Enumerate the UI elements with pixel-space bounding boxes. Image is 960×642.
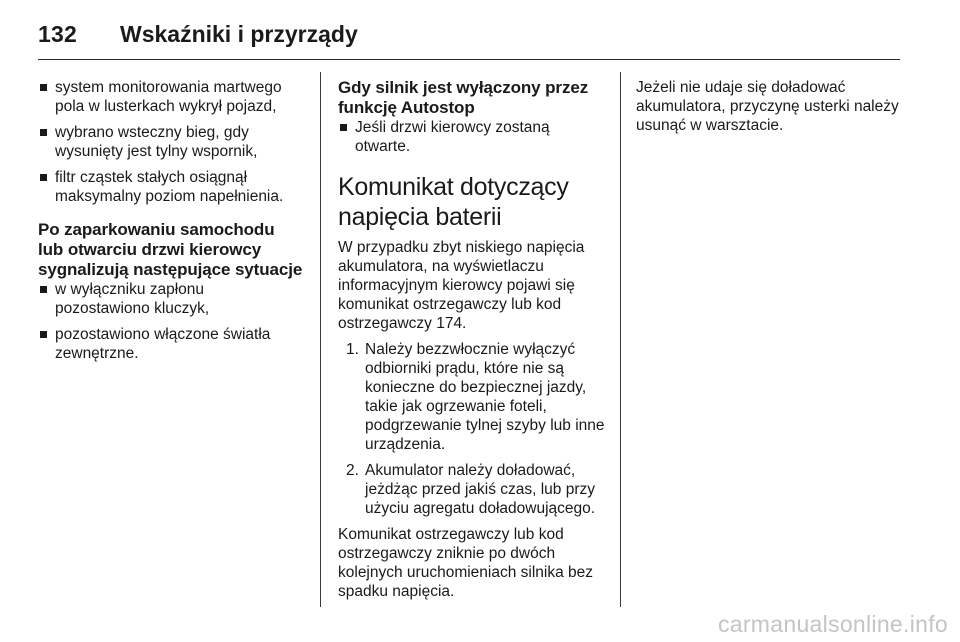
- page-number: 132: [38, 20, 77, 47]
- list-item: [338, 340, 606, 454]
- list-item: system monitorowania martwego pola w lusterkach wykrył pojazd,: [38, 78, 303, 116]
- list-item: [338, 461, 606, 518]
- bullet-list-bottom: [38, 280, 303, 363]
- list-item: pozostawiono włączone światła zewnętrzne.: [38, 325, 303, 363]
- page-header: [38, 14, 900, 54]
- body-paragraph: Jeżeli nie udaje się doładować akumulatora, przyczynę usterki należy usunąć w warsztacie.: [636, 79, 899, 134]
- outro-paragraph: Komunikat ostrzegawczy lub kod ostrzegawczy zniknie po dwóch kolejnych uruchomieniach silnika bez spadku napięcia.: [338, 526, 594, 600]
- numbered-steps: [338, 340, 606, 518]
- column-divider-2: [620, 72, 621, 607]
- list-item: w wyłączniku zapłonu pozostawiono kluczyk,: [38, 280, 303, 318]
- column-2: [338, 78, 606, 601]
- column-divider-1: [320, 72, 321, 607]
- section-subheading: Gdy silnik jest wyłączony przez funkcję Autostop: [338, 78, 589, 117]
- list-item: filtr cząstek stałych osiągnął maksymalny poziom napełnienia.: [38, 168, 303, 206]
- watermark: carmanualsonline.info: [717, 611, 948, 637]
- step-text: Akumulator należy doładować, jeżdżąc przed jakiś czas, lub przy użyciu agregatu doładowującego.: [365, 462, 596, 517]
- section-heading: Komunikat dotyczący napięcia baterii: [338, 173, 569, 231]
- step-text: Należy bezzwłocznie wyłączyć odbiorniki prądu, które nie są konieczne do bezpiecznej jazdy, takie jak ogrzewanie foteli, podgrzewanie tylnej szyby lub inne urządzenia.: [365, 341, 605, 453]
- section-subheading: Po zaparkowaniu samochodu lub otwarciu drzwi kierowcy sygnalizują następujące sytuacje: [38, 220, 303, 279]
- column-3: [636, 78, 901, 135]
- bullet-list-top: [38, 78, 303, 206]
- page-title: Wskaźniki i przyrządy: [119, 20, 358, 47]
- step-number: 2.: [346, 462, 359, 479]
- header-rule: [38, 59, 900, 60]
- column-1: [38, 78, 303, 370]
- step-number: 1.: [346, 341, 359, 358]
- intro-paragraph: W przypadku zbyt niskiego napięcia akumulatora, na wyświetlaczu informacyjnym kierowcy pojawi się komunikat ostrzegawczy lub kod ostrzegawczy 174.: [338, 239, 585, 332]
- list-item: Jeśli drzwi kierowcy zostaną otwarte.: [338, 118, 606, 156]
- bullet-list: [338, 118, 606, 156]
- list-item: wybrano wsteczny bieg, gdy wysunięty jest tylny wspornik,: [38, 123, 303, 161]
